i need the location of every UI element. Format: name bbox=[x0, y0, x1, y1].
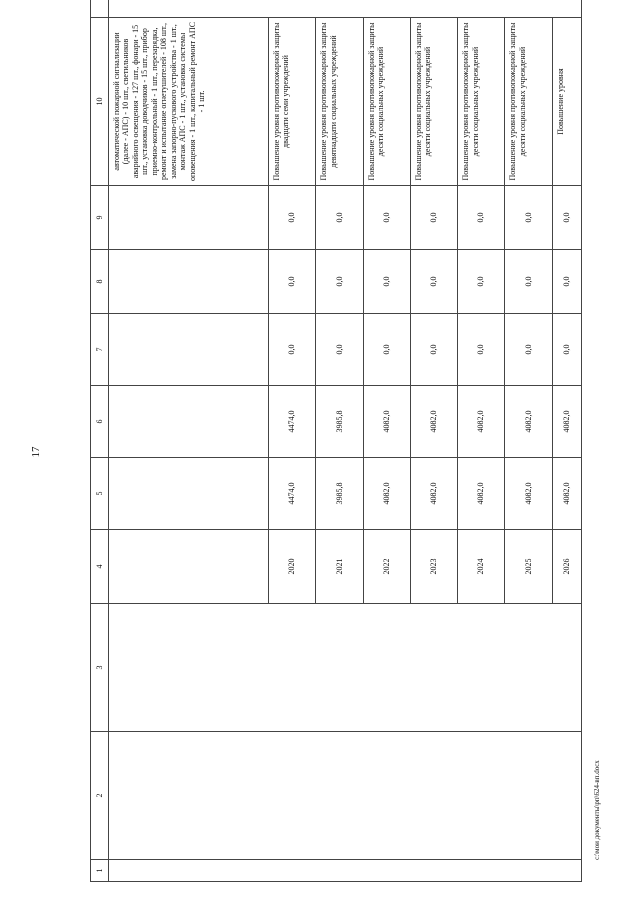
cell-year: 2024 bbox=[458, 530, 505, 604]
page-number: 17 bbox=[30, 446, 42, 458]
cell-description: Повышение уровня bbox=[552, 18, 581, 186]
cell-total: 3985,8 bbox=[316, 458, 363, 530]
cell-budget: 4082,0 bbox=[552, 386, 581, 458]
cell-year: 2026 bbox=[552, 530, 581, 604]
cell-total: 4082,0 bbox=[363, 458, 410, 530]
cell-col9: 0,0 bbox=[505, 186, 552, 250]
cell-description: Повышение уровня противопожарной защиты двадцати семи учреждений bbox=[269, 18, 316, 186]
cell-col11 bbox=[109, 0, 582, 18]
cell-total: 4082,0 bbox=[552, 458, 581, 530]
column-number bbox=[91, 0, 109, 18]
column-number-row bbox=[91, 0, 109, 882]
cell-year: 2021 bbox=[316, 530, 363, 604]
cell-col7: 0,0 bbox=[410, 314, 457, 386]
cell-total bbox=[109, 458, 269, 530]
footer-file-path: c:\мои документы\рп\624-вп.docx bbox=[593, 760, 601, 860]
column-number: 5 bbox=[91, 458, 109, 530]
cell-col9 bbox=[109, 186, 269, 250]
cell-col8: 0,0 bbox=[505, 250, 552, 314]
cell-col7: 0,0 bbox=[552, 314, 581, 386]
cell-col8: 0,0 bbox=[269, 250, 316, 314]
cell-total: 4474,0 bbox=[269, 458, 316, 530]
cell-year: 2022 bbox=[363, 530, 410, 604]
cell-year bbox=[109, 530, 269, 604]
cell-col7: 0,0 bbox=[505, 314, 552, 386]
rotated-table-wrapper bbox=[90, 21, 582, 882]
cell-col8: 0,0 bbox=[316, 250, 363, 314]
cell-budget: 3985,8 bbox=[316, 386, 363, 458]
cell-col7 bbox=[109, 314, 269, 386]
cell-col8: 0,0 bbox=[410, 250, 457, 314]
cell-col2 bbox=[109, 732, 582, 860]
cell-col9: 0,0 bbox=[410, 186, 457, 250]
cell-col9: 0,0 bbox=[552, 186, 581, 250]
cell-total: 4082,0 bbox=[458, 458, 505, 530]
cell-col3 bbox=[109, 604, 582, 732]
column-number: 2 bbox=[91, 732, 109, 860]
cell-year: 2020 bbox=[269, 530, 316, 604]
cell-col1 bbox=[109, 860, 582, 882]
cell-col9: 0,0 bbox=[269, 186, 316, 250]
cell-col9: 0,0 bbox=[458, 186, 505, 250]
column-number: 4 bbox=[91, 530, 109, 604]
cell-col8: 0,0 bbox=[363, 250, 410, 314]
cell-description: Повышение уровня противопожарной защиты десяти социальных учреждений bbox=[458, 18, 505, 186]
cell-budget: 4082,0 bbox=[458, 386, 505, 458]
cell-description: Повышение уровня противопожарной защиты десяти социальных учреждений bbox=[363, 18, 410, 186]
cell-budget: 4082,0 bbox=[410, 386, 457, 458]
cell-col9: 0,0 bbox=[316, 186, 363, 250]
cell-year: 2025 bbox=[505, 530, 552, 604]
table-row bbox=[109, 0, 269, 882]
cell-col8 bbox=[109, 250, 269, 314]
cell-description: Повышение уровня противопожарной защиты десяти социальных учреждений bbox=[410, 18, 457, 186]
cell-budget: 4082,0 bbox=[363, 386, 410, 458]
cell-col8: 0,0 bbox=[458, 250, 505, 314]
cell-col7: 0,0 bbox=[363, 314, 410, 386]
column-number: 7 bbox=[91, 314, 109, 386]
cell-description: Повышение уровня противопожарной защиты девятнадцати социальных учреждений bbox=[316, 18, 363, 186]
column-number: 3 bbox=[91, 604, 109, 732]
cell-description: Повышение уровня противопожарной защиты десяти социальных учреждений bbox=[505, 18, 552, 186]
column-number: 1 bbox=[91, 860, 109, 882]
cell-col7: 0,0 bbox=[269, 314, 316, 386]
cell-total: 4082,0 bbox=[410, 458, 457, 530]
cell-col7: 0,0 bbox=[316, 314, 363, 386]
cell-col7: 0,0 bbox=[458, 314, 505, 386]
cell-col9: 0,0 bbox=[363, 186, 410, 250]
program-table bbox=[90, 0, 582, 882]
cell-budget: 4474,0 bbox=[269, 386, 316, 458]
cell-col8: 0,0 bbox=[552, 250, 581, 314]
cell-year: 2023 bbox=[410, 530, 457, 604]
column-number: 10 bbox=[91, 18, 109, 186]
cell-budget bbox=[109, 386, 269, 458]
cell-description: автоматической пожарной сигнализации (далее - АПС) - 10 шт., светильников аварийного освещения - 127 шт., фонари - 15 шт., установка доводчиков - 15 шт., прибор приемно-контрольный - 1 шт., перезарядка, ремонт и испытание огнетушителей - 108 шт., замена запорно-пускового устройства - 1 шт., монтаж АПС - 1 шт., установка системы оповещения - 1 шт., капитальный ремонт АПС - 1 шт. bbox=[109, 18, 269, 186]
column-number: 8 bbox=[91, 250, 109, 314]
column-number: 9 bbox=[91, 186, 109, 250]
column-number: 6 bbox=[91, 386, 109, 458]
cell-budget: 4082,0 bbox=[505, 386, 552, 458]
cell-total: 4082,0 bbox=[505, 458, 552, 530]
